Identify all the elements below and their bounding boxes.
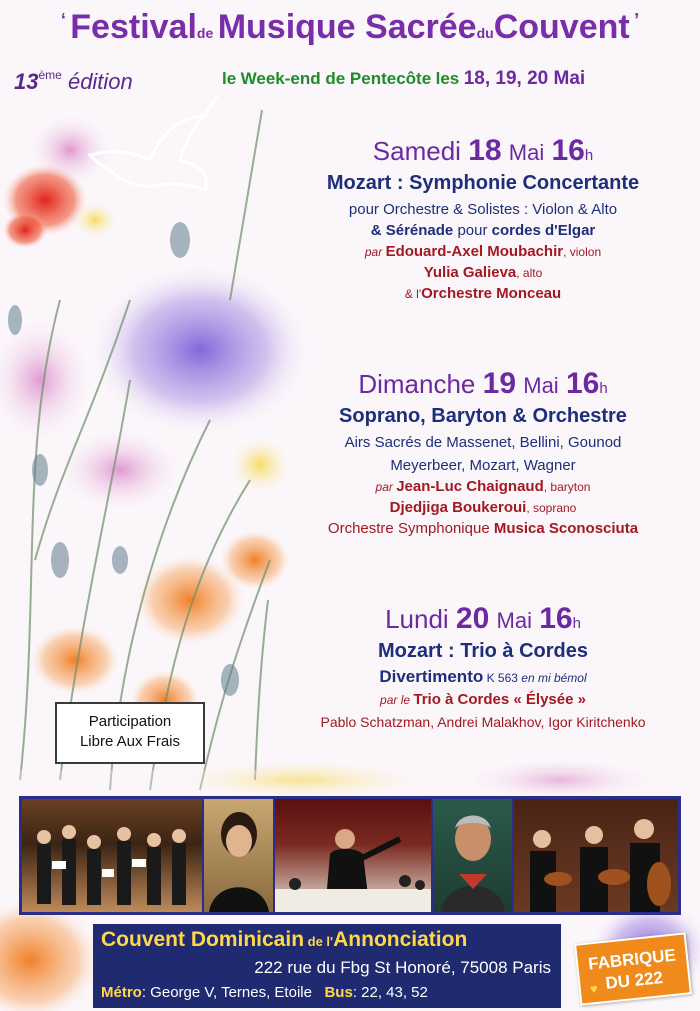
- concert-line-2: [268, 222, 698, 239]
- ensemble-name: Trio à Cordes « Élysée »: [413, 691, 586, 708]
- program-soprano: Soprano: [339, 405, 421, 427]
- orchestra-name: Musica Sconosciuta: [493, 520, 639, 537]
- concert-line-3: [268, 478, 698, 495]
- concert-line-1: [268, 667, 698, 687]
- bus-value: : 22, 43, 52: [352, 984, 428, 1001]
- fabrique-du-222-logo: [574, 932, 692, 1005]
- badge-line-1: FABRIQUE: [587, 945, 677, 974]
- concert-line-4: [268, 264, 698, 281]
- metro-label: Métro: [101, 984, 142, 1001]
- key-text: en mi bémol: [521, 671, 587, 685]
- title-word-de: de: [196, 25, 214, 41]
- concert-line-5: [268, 520, 698, 537]
- concert-hour: 16: [539, 602, 573, 635]
- serenade-text: & Sérénade: [370, 222, 458, 239]
- venue-name-c: Annonciation: [333, 928, 468, 951]
- catalog-number: K 563: [483, 671, 522, 685]
- concert-day-number: 20: [455, 602, 490, 635]
- concert-line-4: [268, 499, 698, 516]
- concert-day: Dimanche: [358, 369, 476, 399]
- orchestra-photo: [22, 799, 202, 912]
- weekend-line: [222, 68, 585, 90]
- photo-strip: [19, 796, 681, 915]
- orchestra-prefix: Orchestre Symphonique: [327, 520, 494, 537]
- concert-hour-suffix: h: [572, 615, 581, 632]
- performer-name: Edouard-Axel Moubachir: [385, 243, 564, 260]
- program-composer: Mozart: [326, 172, 392, 194]
- title-word-festival: Festival: [70, 8, 197, 46]
- concert-date: [268, 602, 698, 636]
- baryton-photo: [433, 799, 512, 912]
- title-quote-close: ’: [634, 10, 640, 30]
- title-quote-open: ‘: [60, 10, 66, 30]
- edition-word: édition: [67, 69, 133, 94]
- par-text: par: [375, 480, 397, 494]
- divertimento-text: Divertimento: [379, 667, 484, 686]
- edition-superscript: ème: [38, 68, 62, 82]
- venue-name: [101, 928, 467, 952]
- concert-date: [268, 367, 698, 401]
- concert-day: Lundi: [385, 604, 449, 634]
- venue-name-a: Couvent Dominicain: [101, 928, 305, 951]
- concert-day: Samedi: [372, 136, 461, 166]
- concert-line-1: Airs Sacrés de Massenet, Bellini, Gounod: [344, 434, 622, 451]
- concert-lundi: [268, 602, 698, 730]
- venue-address: 222 rue du Fbg St Honoré, 75008 Paris: [254, 958, 551, 977]
- edition-label: [14, 68, 133, 95]
- title-word-couvent: Couvent: [493, 8, 630, 46]
- concert-date: [268, 134, 698, 168]
- weekend-dates: 18, 19, 20 Mai: [463, 68, 586, 89]
- participation-line-2: Libre Aux Frais: [79, 733, 181, 750]
- weekend-les: les: [435, 69, 460, 88]
- par-le-text: par le: [380, 693, 414, 707]
- title-word-musique-sacree: Musique Sacrée: [217, 8, 477, 46]
- performer-name: Yulia Galieva: [423, 264, 517, 281]
- performer-name: Djedjiga Boukeroui: [389, 499, 527, 516]
- badge-line-2: DU 222: [604, 967, 664, 993]
- concert-hour: 16: [551, 134, 585, 167]
- concert-month: Mai: [508, 140, 545, 165]
- concert-line-3: Pablo Schatzman, Andrei Malakhov, Igor Kiritchenko: [320, 714, 646, 730]
- weekend-prefix: le: [222, 69, 237, 88]
- concert-line-5: [268, 285, 698, 302]
- elgar-text: Elgar: [557, 222, 596, 239]
- heart-icon: ♥: [589, 980, 599, 997]
- concert-dimanche: [268, 367, 698, 537]
- concert-day-number: 19: [482, 367, 517, 400]
- edition-number: 13: [14, 69, 39, 94]
- concert-line-1: pour Orchestre & Solistes : Violon & Alto: [348, 201, 618, 218]
- concert-line-2: [268, 691, 698, 708]
- program-separator: ,: [420, 405, 432, 427]
- concert-hour: 16: [565, 367, 600, 400]
- participation-line-1: Participation: [88, 713, 172, 730]
- program-baryton: Baryton: [431, 405, 507, 427]
- program-separator: &: [506, 405, 533, 427]
- concert-program: [268, 172, 698, 195]
- concert-line-3: [268, 243, 698, 260]
- orchestra-name: Orchestre Monceau: [421, 285, 562, 302]
- soprano-photo: [204, 799, 273, 912]
- concert-program: [268, 405, 698, 428]
- cordes-text: cordes d': [491, 222, 558, 239]
- concert-program: [268, 640, 698, 663]
- par-text: par: [364, 245, 386, 259]
- participation-box: [55, 702, 205, 764]
- trio-photo: [514, 799, 678, 912]
- performer-role: , baryton: [543, 480, 591, 494]
- and-the-text: & l': [404, 287, 422, 301]
- venue-box: [93, 924, 561, 1008]
- program-separator: :: [391, 172, 410, 194]
- concert-hour-suffix: h: [599, 380, 608, 397]
- concert-line-2: Meyerbeer, Mozart, Wagner: [390, 457, 576, 474]
- title-word-du: du: [476, 25, 494, 41]
- program-work: Trio à Cordes: [460, 640, 589, 662]
- program-composer: Mozart: [377, 640, 443, 662]
- program-work: Symphonie Concertante: [409, 172, 640, 194]
- transport-info: [101, 984, 428, 1001]
- concert-month: Mai: [523, 373, 559, 398]
- performer-name: Jean-Luc Chaignaud: [396, 478, 544, 495]
- weekend-text: Week-end de Pentecôte: [240, 69, 432, 88]
- program-separator: :: [442, 640, 461, 662]
- concert-hour-suffix: h: [584, 147, 594, 164]
- venue-name-b: de l': [304, 934, 334, 949]
- conductor-photo: [275, 799, 431, 912]
- program-orchestre: Orchestre: [532, 405, 627, 427]
- performer-role: , violon: [563, 245, 602, 259]
- bus-label: Bus: [324, 984, 353, 1001]
- concert-month: Mai: [496, 608, 532, 633]
- performer-role: , soprano: [526, 501, 577, 515]
- concert-day-number: 18: [468, 134, 502, 167]
- concert-samedi: [268, 134, 698, 302]
- festival-title: [0, 8, 700, 47]
- pour-text: pour: [457, 222, 492, 239]
- performer-role: , alto: [516, 266, 543, 280]
- metro-value: : George V, Ternes, Etoile: [141, 984, 312, 1001]
